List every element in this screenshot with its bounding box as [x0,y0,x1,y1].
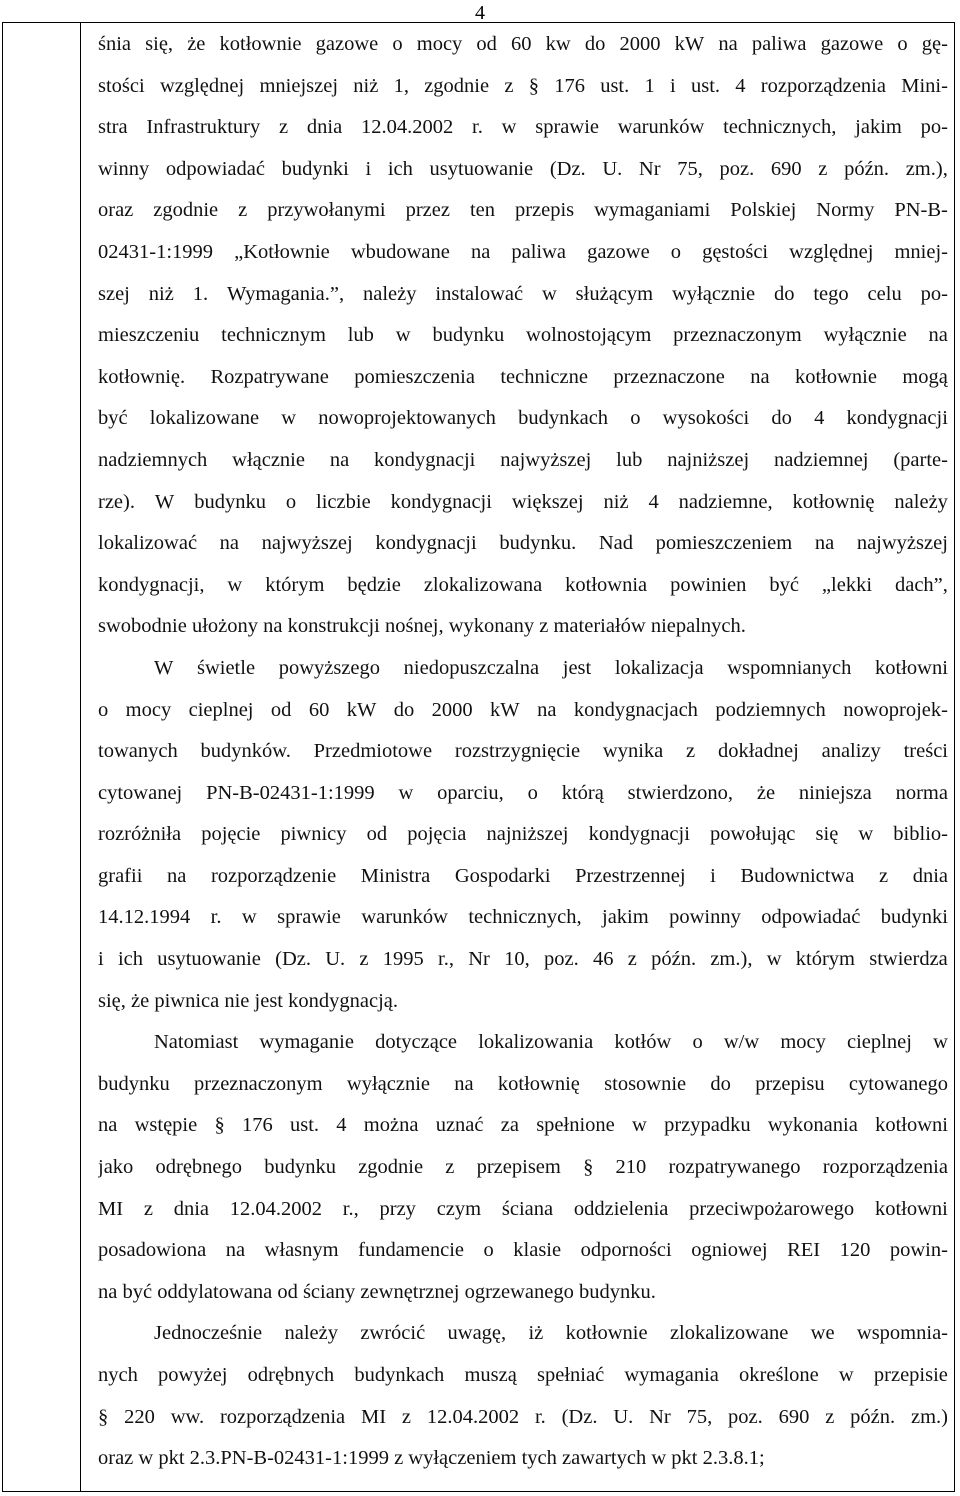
text-line: na być oddylatowana od ściany zewnętrznej ogrzewanego budynku. [98,1280,656,1303]
text-line: towanych budynków. Przedmiotowe rozstrzygnięcie wynika z dokładnej analizy treści [98,740,948,763]
text-line: na wstępie § 176 ust. 4 można uznać za spełnione w przypadku wykonania kotłowni [98,1114,948,1137]
text-line: śnia się, że kotłownie gazowe o mocy od 60 kw do 2000 kW na paliwa gazowe o gę- [98,33,948,55]
text-line: jako odrębnego budynku zgodnie z przepisem § 210 rozpatrywanego rozporządzenia [98,1156,948,1179]
paragraph [98,24,948,648]
text-line: i ich usytuowanie (Dz. U. z 1995 r., Nr 10, poz. 46 z późn. zm.), w którym stwierdza [98,948,948,971]
paragraph [98,648,948,1022]
text-line: stości względnej mniejszej niż 1, zgodnie z § 176 ust. 1 i ust. 4 rozporządzenia Mini- [98,74,948,97]
document-body [98,24,948,1480]
text-line: grafii na rozporządzenie Ministra Gospodarki Przestrzennej i Budownictwa z dnia [98,864,948,887]
margin-column-divider [80,22,81,1492]
text-line: lokalizować na najwyższej kondygnacji budynku. Nad pomieszczeniem na najwyższej [98,532,948,555]
text-line: Jednocześnie należy zwrócić uwagę, iż kotłownie zlokalizowane we wspomnia- [154,1322,948,1345]
text-line: MI z dnia 12.04.2002 r., przy czym ściana oddzielenia przeciwpożarowego kotłowni [98,1197,948,1220]
text-line: Natomiast wymaganie dotyczące lokalizowania kotłów o w/w mocy cieplnej w [154,1031,948,1054]
text-line: oraz zgodnie z przywołanymi przez ten przepis wymaganiami Polskiej Normy PN-B- [98,199,948,222]
text-line: rze). W budynku o liczbie kondygnacji większej niż 4 nadziemne, kotłownię należy [98,490,948,513]
text-line: swobodnie ułożony na konstrukcji nośnej, wykonany z materiałów niepalnych. [98,615,746,638]
text-line: § 220 ww. rozporządzenia MI z 12.04.2002 r. (Dz. U. Nr 75, poz. 690 z późn. zm.) [98,1405,948,1428]
text-line: o mocy cieplnej od 60 kW do 2000 kW na kondygnacjach podziemnych nowoprojek- [98,698,948,721]
text-line: kotłownię. Rozpatrywane pomieszczenia techniczne przeznaczone na kotłownie mogą [98,365,948,388]
paragraph [98,1022,948,1313]
text-line: nych powyżej odrębnych budynkach muszą spełniać wymagania określone w przepisie [98,1364,948,1386]
text-line: rozróżniła pojęcie piwnicy od pojęcia najniższej kondygnacji powołując się w biblio- [98,823,948,846]
text-line: mieszczeniu technicznym lub w budynku wolnostojącym przeznaczonym wyłącznie na [98,324,948,347]
text-line: szej niż 1. Wymagania.”, należy instalować w służącym wyłącznie do tego celu po- [98,282,948,305]
text-line: W świetle powyższego niedopuszczalna jest lokalizacja wspomnianych kotłowni [154,656,948,679]
text-line: kondygnacji, w którym będzie zlokalizowana kotłownia powinien być „lekki dach”, [98,573,948,596]
paragraph [98,1313,948,1479]
text-line: winny odpowiadać budynki i ich usytuowanie (Dz. U. Nr 75, poz. 690 z późn. zm.), [98,157,948,180]
text-line: oraz w pkt 2.3.PN-B-02431-1:1999 z wyłączeniem tych zawartych w pkt 2.3.8.1; [98,1447,765,1470]
text-line: się, że piwnica nie jest kondygnacją. [98,989,398,1012]
text-line: budynku przeznaczonym wyłącznie na kotłownię stosownie do przepisu cytowanego [98,1072,948,1095]
text-line: posadowiona na własnym fundamencie o klasie odporności ogniowej REI 120 powin- [98,1239,948,1262]
page-number: 4 [475,2,485,24]
text-line: 02431-1:1999 „Kotłownie wbudowane na paliwa gazowe o gęstości względnej mniej- [98,240,948,263]
text-line: być lokalizowane w nowoprojektowanych budynkach o wysokości do 4 kondygnacji [98,407,948,430]
text-line: nadziemnych włącznie na kondygnacji najwyższej lub najniższej nadziemnej (parte- [98,448,948,471]
text-line: stra Infrastruktury z dnia 12.04.2002 r. w sprawie warunków technicznych, jakim po- [98,116,948,139]
text-line: cytowanej PN-B-02431-1:1999 w oparciu, o którą stwierdzono, że niniejsza norma [98,781,948,804]
text-line: 14.12.1994 r. w sprawie warunków technicznych, jakim powinny odpowiadać budynki [98,906,948,929]
